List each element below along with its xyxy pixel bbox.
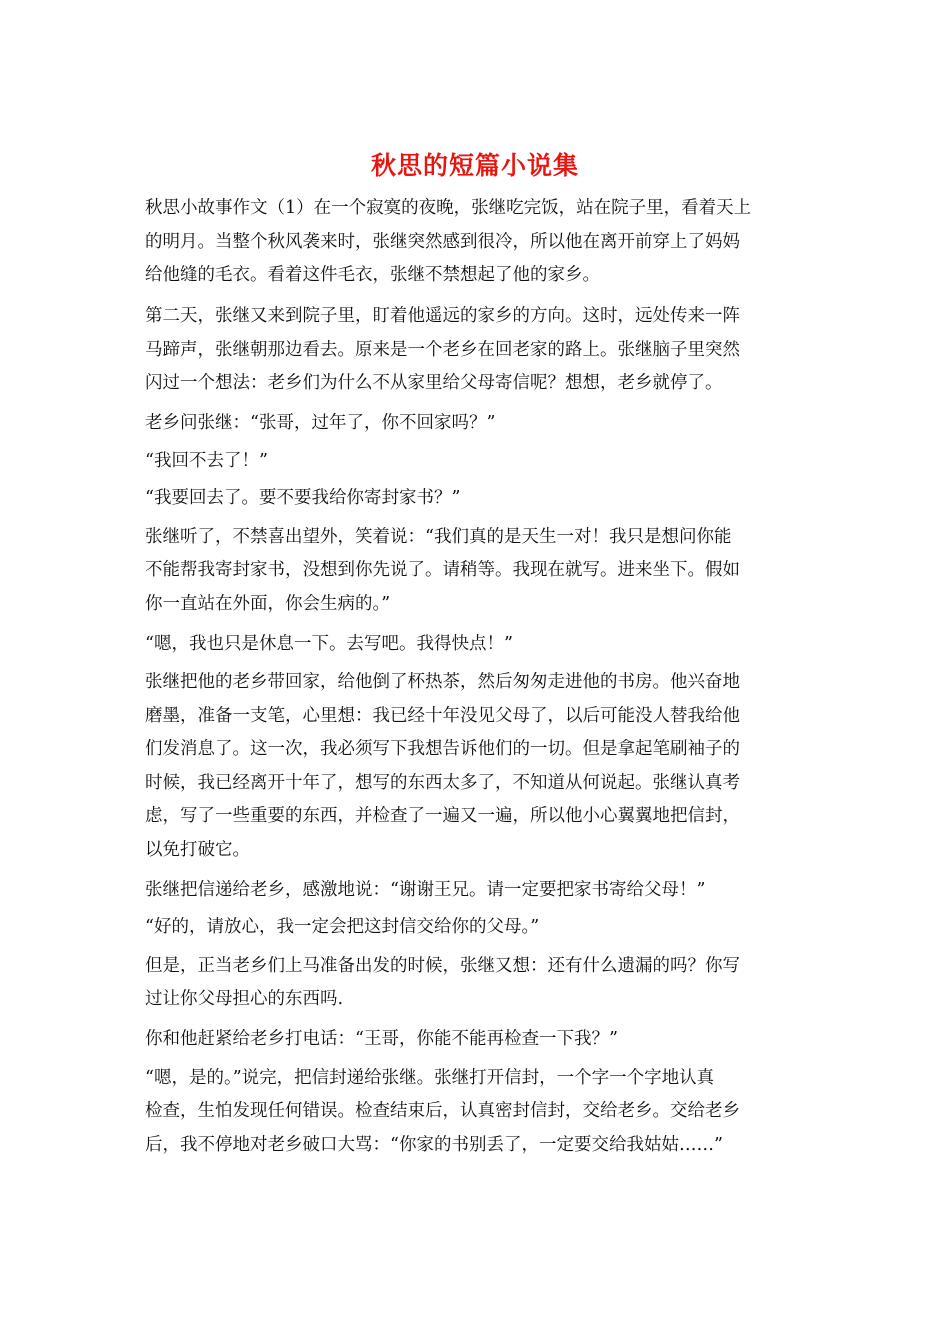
text-line: “我回不去了！” [145,450,268,471]
paragraph-6 [145,521,810,622]
text-line: 张继把信递给老乡，感激地说：“谢谢王兄。请一定要把家书寄给父母！” [145,879,706,900]
paragraph-2 [145,300,810,401]
text-line: 以免打破它。 [145,839,250,860]
text-line: 秋思小故事作文（1）在一个寂寞的夜晚，张继吃完饭，站在院子里，看着天上 [145,198,752,218]
paragraph-8 [145,666,810,867]
text-line: “嗯，我也只是休息一下。去写吧。我得快点！” [145,633,513,654]
text-line: 磨墨，准备一支笔，心里想：我已经十年没见父母了，以后可能没人替我给他 [145,705,740,726]
paragraph-5 [145,483,810,513]
text-line: 过让你父母担心的东西吗. [145,989,344,1009]
paragraph-13 [145,1062,810,1163]
text-line: 的明月。当整个秋风袭来时，张继突然感到很冷，所以他在离开前穿上了妈妈 [145,231,740,252]
text-line: 但是，正当老乡们上马准备出发的时候，张继又想：还有什么遗漏的吗？你写 [145,955,740,976]
text-line: 时候，我已经离开十年了，想写的东西太多了，不知道从何说起。张继认真考 [145,772,740,793]
text-line: 给他缝的毛衣。看着这件毛衣，张继不禁想起了他的家乡。 [145,265,600,285]
text-line: 你和他赶紧给老乡打电话：“王哥，你能不能再检查一下我？” [145,1029,618,1049]
text-line: 不能帮我寄封家书，没想到你先说了。请稍等。我现在就写。进来坐下。假如 [145,560,740,580]
paragraph-1 [145,192,810,293]
paragraph-4 [145,446,810,476]
text-line: “好的，请放心，我一定会把这封信交给你的父母。” [145,917,540,937]
paragraph-11 [145,950,810,1017]
text-line: 检查，生怕发现任何错误。检查结束后，认真密封信封，交给老乡。交给老乡 [145,1101,740,1121]
paragraph-10 [145,912,810,942]
document-body [145,192,810,1170]
paragraph-3 [145,408,810,438]
text-line: 你一直站在外面，你会生病的。” [145,593,391,614]
text-line: 虑，写了一些重要的东西，并检查了一遍又一遍，所以他小心翼翼地把信封， [145,806,740,826]
paragraph-7 [145,629,810,659]
text-line: 第二天，张继又来到院子里，盯着他遥远的家乡的方向。这时，远处传来一阵 [145,306,740,326]
text-line: 后，我不停地对老乡破口大骂：“你家的书别丢了，一定要交给我姑姑……” [145,1134,723,1155]
paragraph-9 [145,875,810,905]
text-line: 张继听了，不禁喜出望外，笑着说：“我们真的是天生一对！我只是想问你能 [145,526,732,547]
text-line: 马蹄声，张继朝那边看去。原来是一个老乡在回老家的路上。张继脑子里突然 [145,339,740,360]
text-line: 老乡问张继：“张哥，过年了，你不回家吗？” [145,413,496,433]
text-line: “我要回去了。要不要我给你寄封家书？” [145,488,461,508]
text-line: 闪过一个想法：老乡们为什么不从家里给父母寄信呢？想想，老乡就停了。 [145,373,723,393]
text-line: 张继把他的老乡带回家，给他倒了杯热茶，然后匆匆走进他的书房。他兴奋地 [145,672,740,692]
text-line: “嗯，是的。”说完，把信封递给张继。张继打开信封，一个字一个字地认真 [145,1067,715,1088]
document-title: 秋思的短篇小说集 [370,151,579,180]
paragraph-12 [145,1024,810,1054]
text-line: 们发消息了。这一次，我必须写下我想告诉他们的一切。但是拿起笔刷袖子的 [145,739,740,759]
